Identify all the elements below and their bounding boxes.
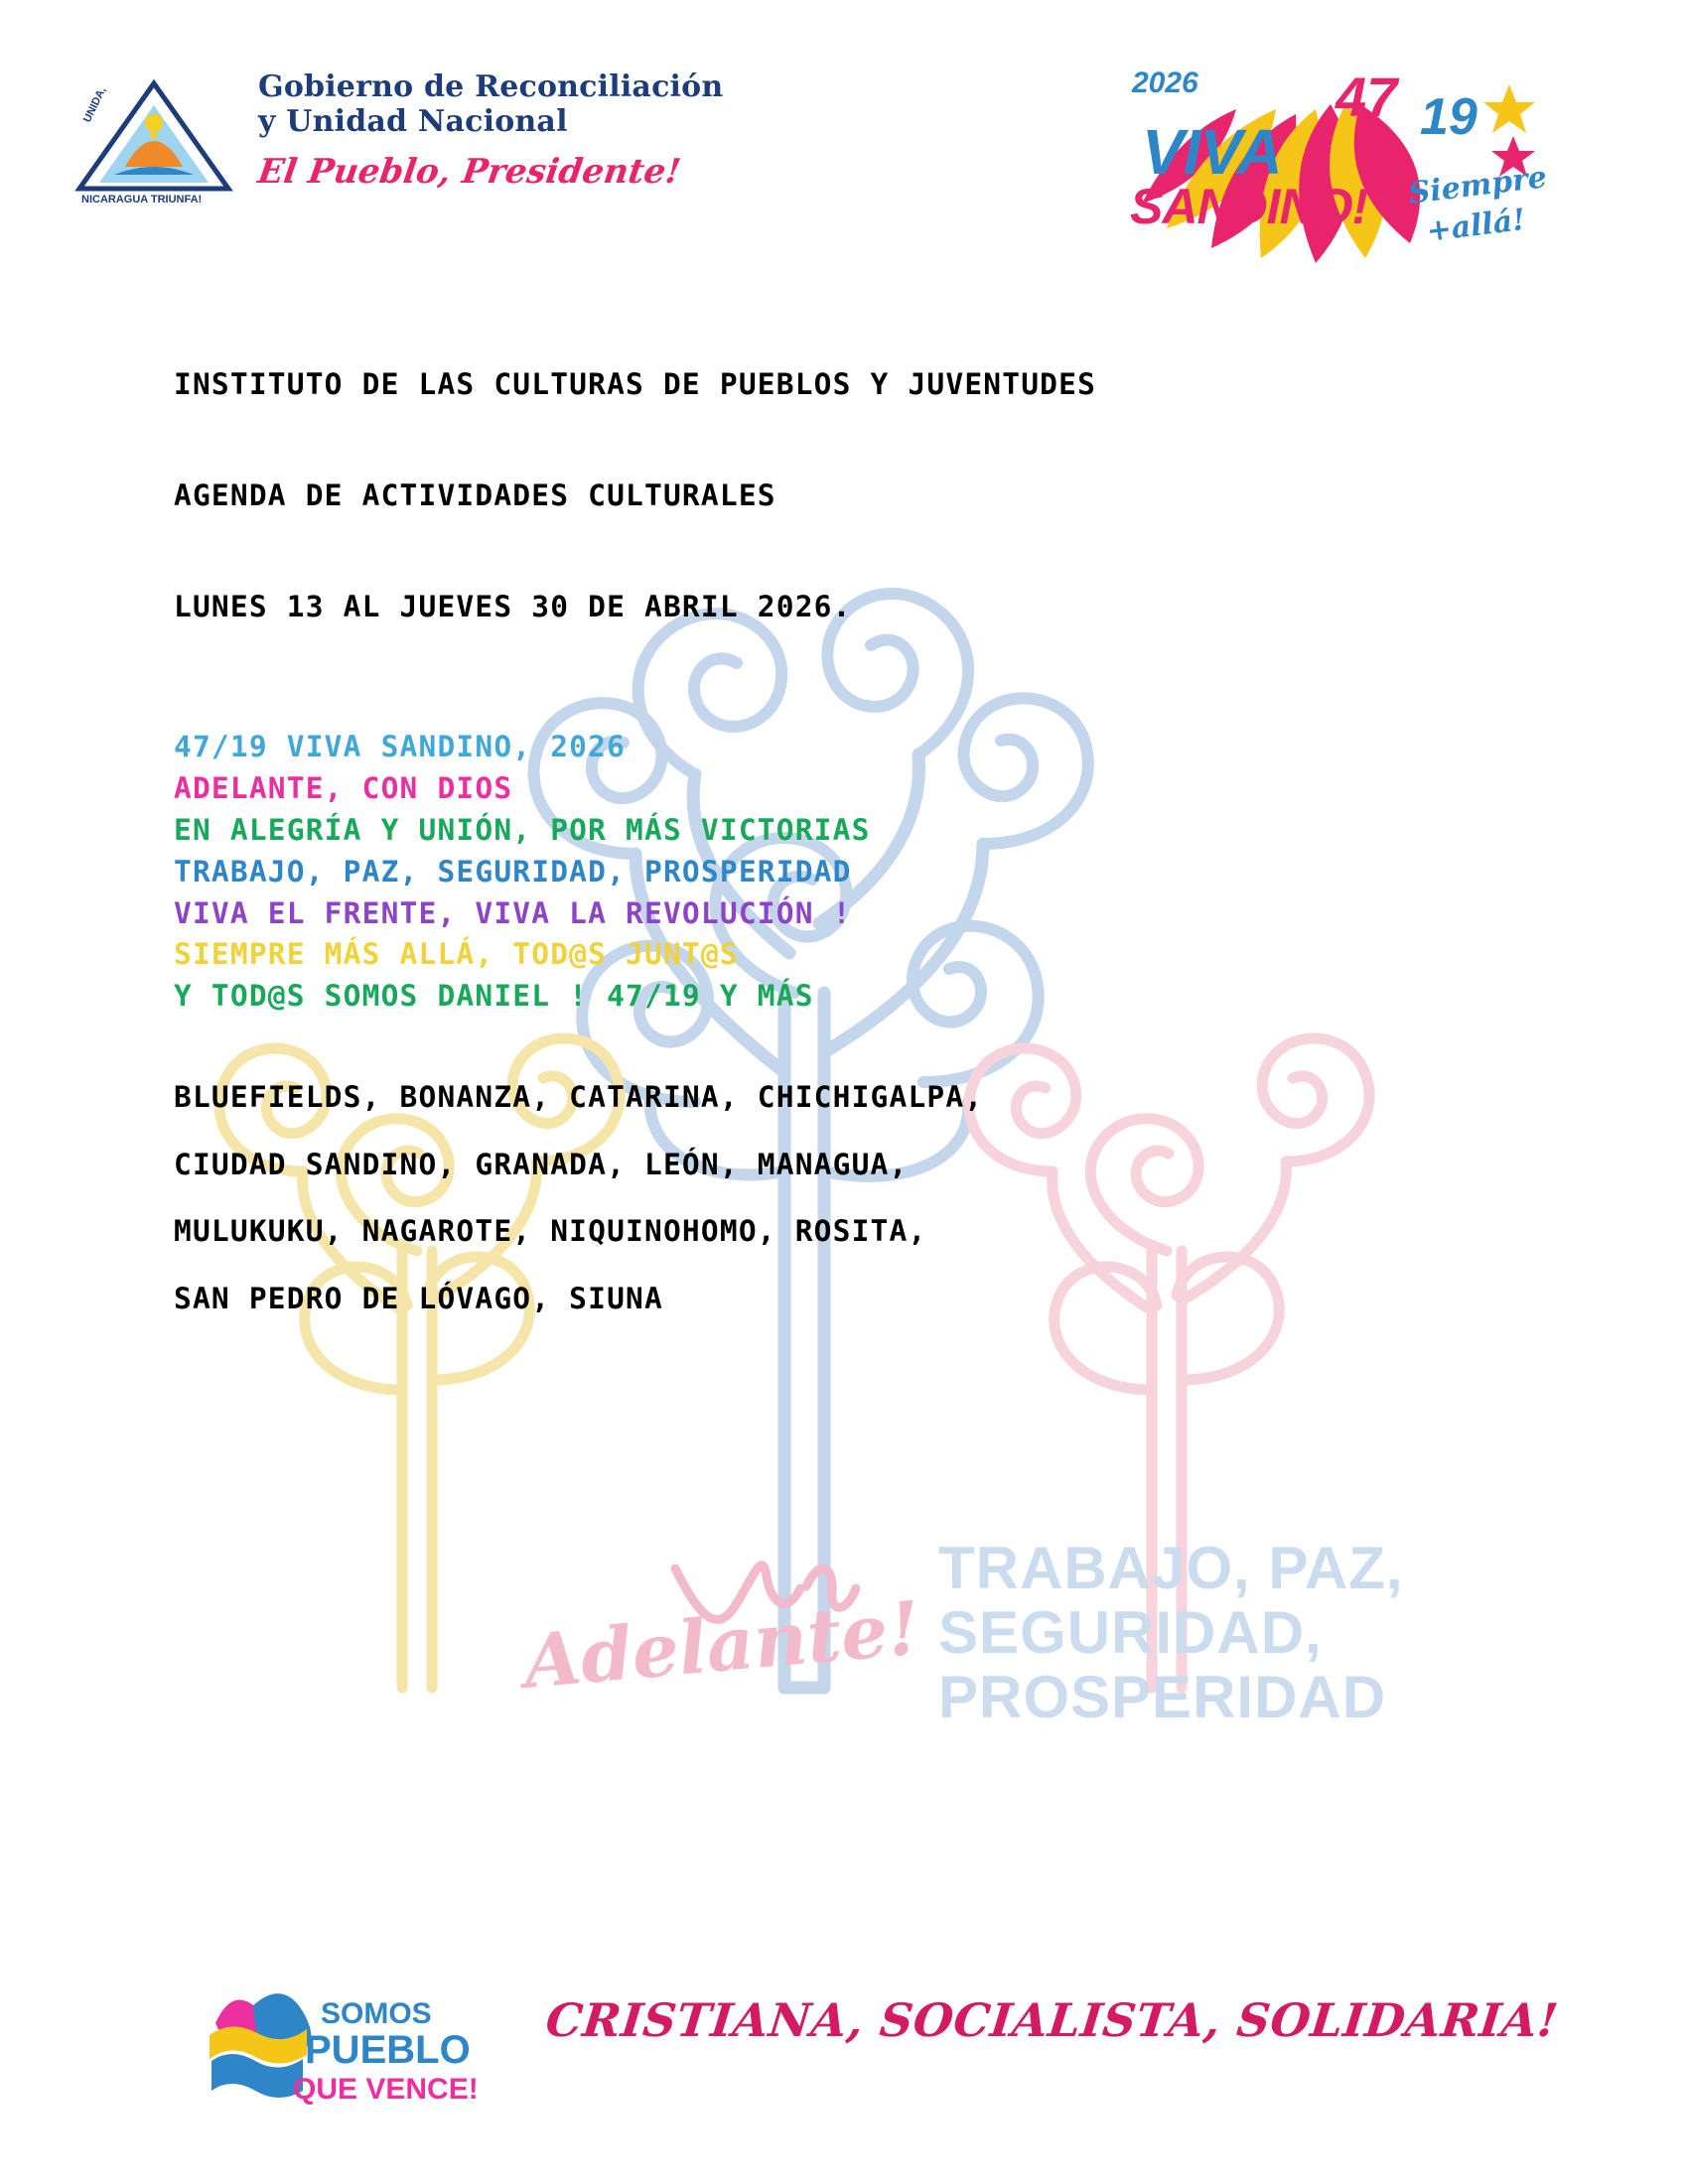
watermark-script	[675, 1566, 856, 1620]
somos-pueblo-logo	[194, 1966, 492, 2115]
star-icon-yellow	[1483, 84, 1535, 133]
institution-title: INSTITUTO DE LAS CULTURAS DE PUEBLOS Y JUVENTUDES	[174, 367, 1097, 401]
government-logo	[60, 69, 834, 228]
document-date-range: LUNES 13 AL JUEVES 30 DE ABRIL 2026.	[174, 590, 852, 623]
municipality-line: SAN PEDRO DE LÓVAGO, SIUNA	[174, 1281, 663, 1315]
sandino-text: SANDINO!	[1130, 179, 1368, 234]
slogan-line: TRABAJO, PAZ, SEGURIDAD, PROSPERIDAD	[174, 854, 852, 888]
slogan-block	[174, 727, 1564, 1018]
watermark-line-3: PROSPERIDAD	[938, 1664, 1387, 1730]
watermark-line-1: TRABAJO, PAZ,	[938, 1535, 1404, 1601]
number-47: 47	[1336, 66, 1398, 128]
somos-line-2: PUEBLO	[305, 2028, 471, 2072]
gov-title-line-2: y Unidad Nacional	[258, 104, 568, 140]
document-footer	[0, 1966, 1688, 2124]
footer-slogan: CRISTIANA, SOCIALISTA, SOLIDARIA!	[543, 1993, 1562, 2047]
gov-title-line-1: Gobierno de Reconciliación	[258, 69, 724, 104]
document-body	[174, 367, 1564, 1351]
mas-alla-text: +allá!	[1424, 203, 1528, 249]
municipalities-list	[174, 1080, 1564, 1315]
municipality-line: MULUKUKU, NAGAROTE, NIQUINOHOMO, ROSITA,	[174, 1214, 927, 1249]
svg-text:NICARAGUA TRIUNFA!: NICARAGUA TRIUNFA!	[81, 194, 203, 205]
siempre-text: Siempre	[1406, 160, 1549, 211]
watermark-script-adelante: Adelante!	[520, 1585, 923, 1706]
document-subject: AGENDA DE ACTIVIDADES CULTURALES	[174, 478, 776, 512]
viva-text: VIVA	[1142, 116, 1282, 188]
slogan-line: EN ALEGRÍA Y UNIÓN, POR MÁS VICTORIAS	[174, 812, 871, 847]
year-text: 2026	[1132, 67, 1198, 99]
viva-sandino-logo	[1112, 55, 1579, 268]
svg-text:UNIDA,: UNIDA,	[80, 84, 109, 125]
slogan-line: Y TOD@S SOMOS DANIEL ! 47/19 Y MÁS	[174, 979, 814, 1014]
municipality-line: CIUDAD SANDINO, GRANADA, LEÓN, MANAGUA,	[174, 1147, 909, 1181]
number-19: 19	[1420, 88, 1477, 146]
municipality-line: BLUEFIELDS, BONANZA, CATARINA, CHICHIGALPA,	[174, 1080, 984, 1115]
slogan-line: SIEMPRE MÁS ALLÁ, TOD@S JUNT@S	[174, 937, 739, 972]
slogan-line: ADELANTE, CON DIOS	[174, 770, 513, 805]
document-header	[0, 0, 1688, 298]
gov-slogan: El Pueblo, Presidente!	[255, 151, 683, 192]
government-logo-text	[255, 69, 834, 192]
somos-line-3: QUE VENCE!	[293, 2073, 479, 2106]
nicaragua-emblem-icon	[60, 71, 248, 210]
slogan-line: 47/19 VIVA SANDINO, 2026	[174, 730, 627, 763]
slogan-line: VIVA EL FRENTE, VIVA LA REVOLUCIÓN !	[174, 895, 852, 930]
somos-line-1: SOMOS	[321, 1997, 432, 2030]
watermark-line-2: SEGURIDAD,	[938, 1599, 1323, 1666]
